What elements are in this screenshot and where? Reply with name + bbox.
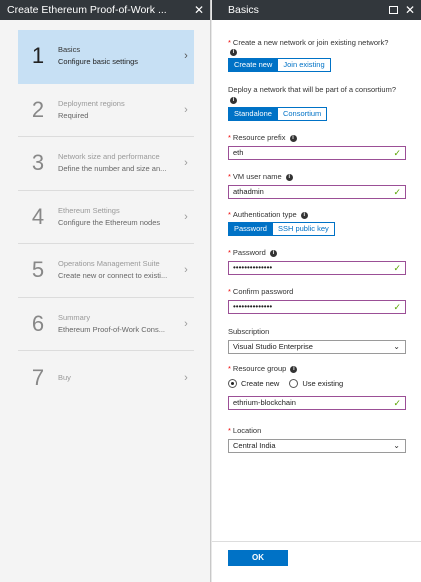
basics-title: Basics xyxy=(228,4,259,16)
vm-user-name-input[interactable] xyxy=(228,185,406,199)
auth-type-field xyxy=(228,210,406,236)
location-label xyxy=(228,426,406,436)
confirm-password-field xyxy=(228,287,406,314)
chevron-right-icon: › xyxy=(184,371,188,384)
vm-user-name-field xyxy=(228,172,406,199)
info-icon[interactable]: i xyxy=(230,49,237,56)
step-title: Operations Management Suite xyxy=(58,259,160,269)
step-number: 4 xyxy=(31,203,45,229)
step-number: 7 xyxy=(31,364,45,390)
step-subtitle: Create new or connect to existi... xyxy=(58,271,168,281)
blade-footer-divider xyxy=(212,541,421,542)
step-subtitle: Ethereum Proof-of-Work Cons... xyxy=(58,324,165,334)
use-existing-radio[interactable] xyxy=(289,379,343,388)
consortium-question xyxy=(228,85,406,121)
label-text: Confirm password xyxy=(232,287,294,296)
radio-label: Use existing xyxy=(302,378,344,388)
step-buy[interactable] xyxy=(18,351,194,405)
step-subtitle: Configure the Ethereum nodes xyxy=(58,217,161,227)
ssh-key-option[interactable]: SSH public key xyxy=(273,222,335,236)
standalone-option[interactable]: Standalone xyxy=(228,107,278,121)
step-number: 6 xyxy=(31,310,45,336)
maximize-icon[interactable] xyxy=(389,6,398,14)
consortium-question-label xyxy=(228,85,406,105)
confirm-password-input[interactable] xyxy=(228,300,406,314)
password-label xyxy=(228,248,406,258)
step-deployment-regions[interactable] xyxy=(18,84,194,138)
input-value: •••••••••••••• xyxy=(233,263,273,272)
step-subtitle: Define the number and size an... xyxy=(58,164,167,174)
radio-checked-icon xyxy=(228,379,237,388)
chevron-right-icon: › xyxy=(184,103,188,116)
select-value: Visual Studio Enterprise xyxy=(233,342,313,351)
close-icon[interactable]: ✕ xyxy=(404,3,415,17)
step-title: Network size and performance xyxy=(58,152,160,162)
ok-button[interactable]: OK xyxy=(228,550,288,566)
checkmark-icon: ✓ xyxy=(393,148,401,158)
input-value: athadmin xyxy=(233,187,264,196)
required-marker: * xyxy=(228,133,231,142)
password-field xyxy=(228,248,406,275)
input-value: •••••••••••••• xyxy=(233,302,273,311)
step-title: Buy xyxy=(58,372,71,382)
password-input[interactable] xyxy=(228,261,406,275)
select-value: Central India xyxy=(233,441,276,450)
location-select[interactable] xyxy=(228,439,406,453)
required-marker: * xyxy=(228,426,231,435)
wizard-title: Create Ethereum Proof-of-Work ... xyxy=(7,4,167,16)
resource-group-radios xyxy=(228,377,406,389)
checkmark-icon: ✓ xyxy=(393,302,401,312)
chevron-right-icon: › xyxy=(184,264,188,277)
network-question-label xyxy=(228,38,406,48)
required-marker: * xyxy=(228,364,231,373)
required-marker: * xyxy=(228,248,231,257)
wizard-header xyxy=(0,0,210,20)
step-subtitle: Required xyxy=(58,110,89,120)
chevron-right-icon: › xyxy=(184,210,188,223)
info-icon[interactable]: i xyxy=(290,135,297,142)
subscription-label: Subscription xyxy=(228,327,270,336)
required-marker: * xyxy=(228,38,231,47)
auth-type-label xyxy=(228,210,406,220)
close-icon[interactable]: ✕ xyxy=(193,3,204,17)
step-network-size[interactable] xyxy=(18,137,194,191)
chevron-right-icon: › xyxy=(184,50,188,63)
info-icon[interactable]: i xyxy=(230,97,237,104)
subscription-field xyxy=(228,327,406,354)
resource-group-field xyxy=(228,364,406,410)
required-marker: * xyxy=(228,210,231,219)
label-text: Deploy a network that will be part of a consortium? xyxy=(228,85,396,94)
step-title: Ethereum Settings xyxy=(58,205,120,215)
resource-prefix-field xyxy=(228,133,406,160)
label-text: Password xyxy=(232,248,266,257)
wizard-steps xyxy=(18,30,194,405)
step-number: 1 xyxy=(31,43,45,69)
step-title: Summary xyxy=(58,312,91,322)
step-basics[interactable] xyxy=(18,30,194,84)
create-new-option[interactable]: Create new xyxy=(228,58,278,72)
consortium-option[interactable]: Consortium xyxy=(278,107,327,121)
step-operations-management[interactable] xyxy=(18,244,194,298)
step-summary[interactable] xyxy=(18,298,194,352)
required-marker: * xyxy=(228,287,231,296)
step-number: 2 xyxy=(31,96,45,122)
network-question xyxy=(228,38,406,72)
step-title: Deployment regions xyxy=(58,98,125,108)
create-new-radio[interactable] xyxy=(228,379,279,388)
checkmark-icon: ✓ xyxy=(393,263,401,273)
resource-prefix-input[interactable] xyxy=(228,146,406,160)
chevron-right-icon: › xyxy=(184,157,188,170)
label-text: Location xyxy=(232,426,262,435)
info-icon[interactable]: i xyxy=(301,212,308,219)
checkmark-icon: ✓ xyxy=(393,187,401,197)
label-text: Resource prefix xyxy=(232,133,286,142)
step-number: 3 xyxy=(31,150,45,176)
resource-prefix-label xyxy=(228,133,406,143)
resource-group-label xyxy=(228,364,406,374)
step-ethereum-settings[interactable] xyxy=(18,191,194,245)
chevron-down-icon: ⌄ xyxy=(393,342,400,351)
vm-user-name-label xyxy=(228,172,406,182)
radio-label: Create new xyxy=(241,378,280,388)
info-icon[interactable]: i xyxy=(290,366,297,373)
checkmark-icon: ✓ xyxy=(393,398,401,408)
subscription-select[interactable] xyxy=(228,340,406,354)
resource-group-input[interactable] xyxy=(228,396,406,410)
chevron-down-icon: ⌄ xyxy=(393,441,400,450)
confirm-password-label xyxy=(228,287,406,297)
basics-header xyxy=(212,0,421,20)
join-existing-option[interactable]: Join existing xyxy=(278,58,330,72)
chevron-right-icon: › xyxy=(184,317,188,330)
label-text: Resource group xyxy=(232,364,287,373)
label-text: Authentication type xyxy=(232,210,297,219)
consortium-toggle xyxy=(228,107,406,121)
step-subtitle: Configure basic settings xyxy=(58,57,139,67)
label-text: Create a new network or join existing network? xyxy=(232,38,389,47)
auth-type-toggle xyxy=(228,222,406,236)
password-option[interactable]: Password xyxy=(228,222,273,236)
step-number: 5 xyxy=(31,257,45,283)
info-icon[interactable]: i xyxy=(270,250,277,257)
input-value: ethrium-blockchain xyxy=(233,398,296,407)
info-icon[interactable]: i xyxy=(286,174,293,181)
step-title: Basics xyxy=(58,45,81,55)
input-value: eth xyxy=(233,148,244,157)
network-toggle xyxy=(228,58,406,72)
radio-unchecked-icon xyxy=(289,379,298,388)
required-marker: * xyxy=(228,172,231,181)
location-field xyxy=(228,426,406,453)
label-text: VM user name xyxy=(232,172,282,181)
basics-blade xyxy=(212,0,421,582)
